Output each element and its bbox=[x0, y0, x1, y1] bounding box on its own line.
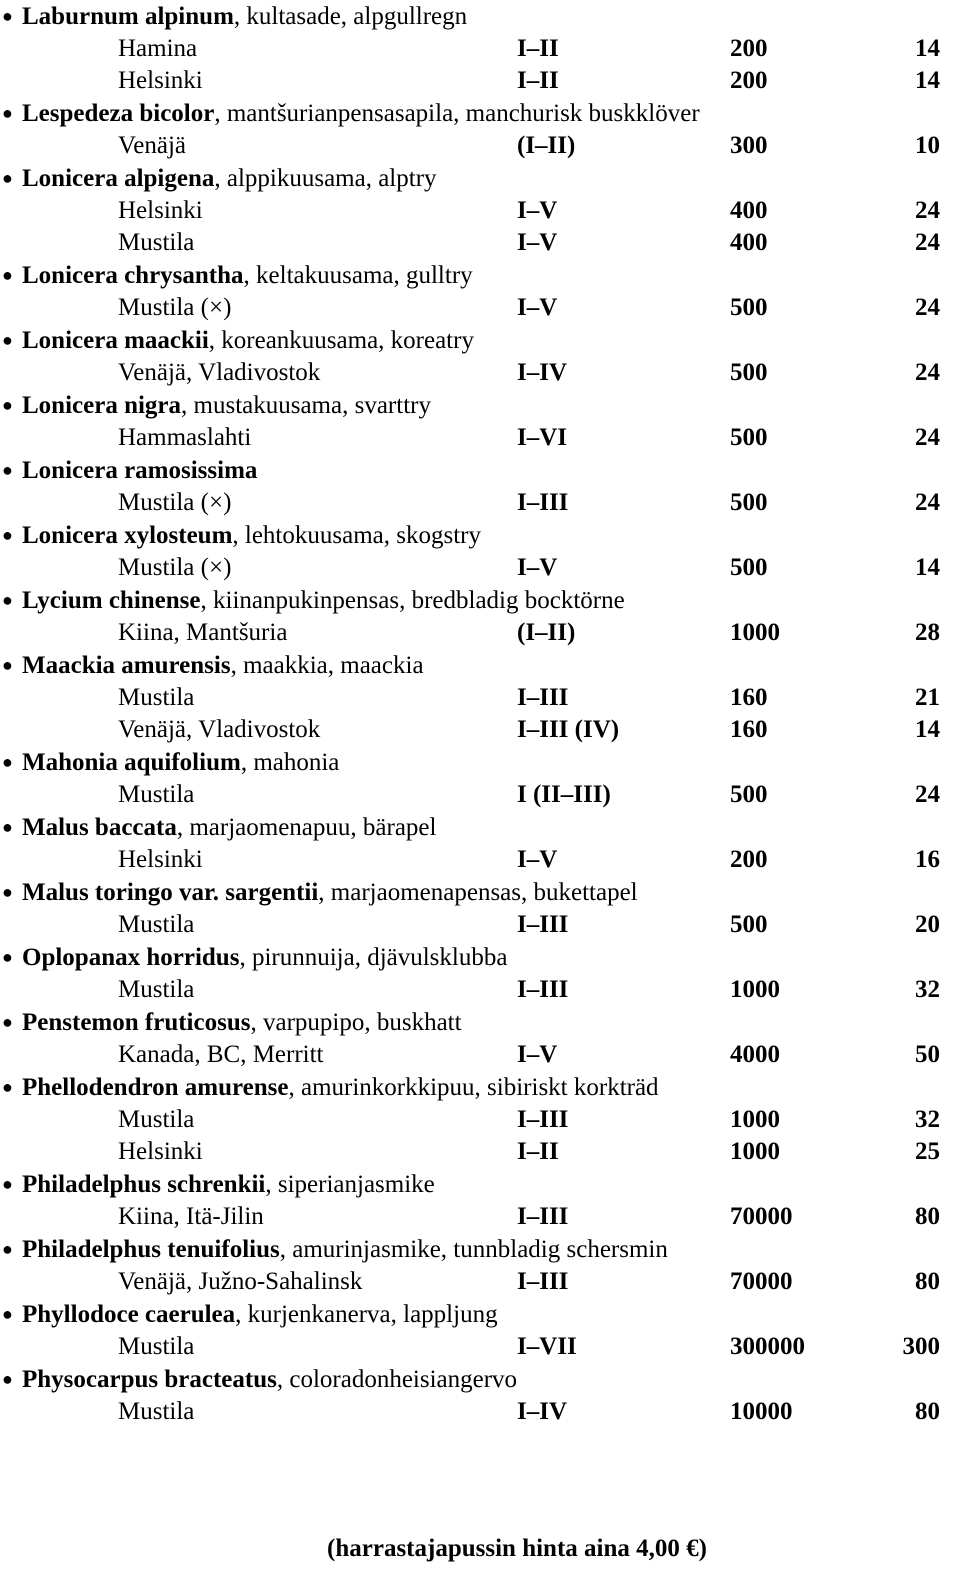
zone-cell: I–II bbox=[517, 1138, 559, 1165]
origin-cell: Mustila (×) bbox=[118, 294, 232, 321]
species-heading bbox=[22, 0, 467, 33]
seed-count-cell: 500 bbox=[730, 489, 768, 516]
price-cell: 16 bbox=[915, 846, 940, 873]
species-heading bbox=[22, 162, 437, 195]
price-cell: 32 bbox=[915, 1106, 940, 1133]
seed-count-cell: 1000 bbox=[730, 1138, 780, 1165]
species-latin-name: Mahonia aquifolium bbox=[22, 749, 241, 776]
provenance-row bbox=[0, 779, 960, 811]
provenance-row bbox=[0, 909, 960, 941]
zone-cell: I–VII bbox=[517, 1333, 577, 1360]
price-cell: 80 bbox=[915, 1398, 940, 1425]
species-entry bbox=[0, 811, 960, 844]
origin-cell: Helsinki bbox=[118, 67, 203, 94]
zone-cell: I–II bbox=[517, 35, 559, 62]
species-common-names: , kiinanpukinpensas, bredbladig bocktörne bbox=[200, 587, 625, 614]
origin-cell: Mustila bbox=[118, 911, 195, 938]
seed-count-cell: 500 bbox=[730, 359, 768, 386]
provenance-row bbox=[0, 974, 960, 1006]
species-entry bbox=[0, 259, 960, 292]
provenance-row bbox=[0, 33, 960, 65]
bullet-icon: ● bbox=[2, 6, 13, 26]
species-common-names: , mahonia bbox=[240, 749, 340, 776]
provenance-row bbox=[0, 714, 960, 746]
species-common-names: , mantšurianpensasapila, manchurisk buskklöver bbox=[214, 100, 700, 127]
species-common-names: , marjaomenapuu, bärapel bbox=[176, 814, 437, 841]
species-common-names: , varpupipo, buskhatt bbox=[250, 1009, 462, 1036]
species-latin-name: Malus baccata bbox=[22, 814, 177, 841]
species-latin-name: Penstemon fruticosus bbox=[22, 1009, 251, 1036]
species-common-names: , maakkia, maackia bbox=[230, 652, 424, 679]
price-cell: 14 bbox=[915, 554, 940, 581]
seed-count-cell: 300 bbox=[730, 132, 768, 159]
species-heading bbox=[22, 746, 339, 779]
species-heading bbox=[22, 584, 625, 617]
species-latin-name: Philadelphus schrenkii bbox=[22, 1171, 266, 1198]
footer-note: (harrastajapussin hinta aina 4,00 €) bbox=[327, 1535, 707, 1562]
species-heading bbox=[22, 941, 507, 974]
bullet-icon: ● bbox=[2, 817, 13, 837]
zone-cell: I–III bbox=[517, 1106, 569, 1133]
origin-cell: Mustila bbox=[118, 684, 195, 711]
bullet-icon: ● bbox=[2, 752, 13, 772]
price-cell: 24 bbox=[915, 197, 940, 224]
zone-cell: I–V bbox=[517, 1041, 558, 1068]
zone-cell: I–III bbox=[517, 1268, 569, 1295]
species-entry bbox=[0, 389, 960, 422]
bullet-icon: ● bbox=[2, 1369, 13, 1389]
bullet-icon: ● bbox=[2, 1077, 13, 1097]
species-common-names: , amurinjasmike, tunnbladig schersmin bbox=[279, 1236, 668, 1263]
seed-count-cell: 10000 bbox=[730, 1398, 793, 1425]
species-heading bbox=[22, 324, 474, 357]
species-latin-name: Laburnum alpinum bbox=[22, 3, 234, 30]
origin-cell: Mustila bbox=[118, 781, 195, 808]
species-heading bbox=[22, 1298, 498, 1331]
bullet-icon: ● bbox=[2, 265, 13, 285]
bullet-icon: ● bbox=[2, 1174, 13, 1194]
species-common-names: , alppikuusama, alptry bbox=[214, 165, 437, 192]
provenance-row bbox=[0, 1136, 960, 1168]
provenance-row bbox=[0, 1331, 960, 1363]
zone-cell: I–V bbox=[517, 197, 558, 224]
seed-count-cell: 500 bbox=[730, 554, 768, 581]
species-latin-name: Physocarpus bracteatus bbox=[22, 1366, 277, 1393]
species-entry bbox=[0, 97, 960, 130]
species-heading bbox=[22, 811, 436, 844]
zone-cell: I–IV bbox=[517, 359, 568, 386]
species-heading bbox=[22, 519, 481, 552]
species-entry bbox=[0, 941, 960, 974]
provenance-row bbox=[0, 844, 960, 876]
seed-count-cell: 160 bbox=[730, 716, 768, 743]
species-entry bbox=[0, 1363, 960, 1396]
zone-cell: I–III bbox=[517, 489, 569, 516]
species-common-names: , amurinkorkkipuu, sibiriskt korkträd bbox=[288, 1074, 659, 1101]
price-cell: 14 bbox=[915, 67, 940, 94]
bullet-icon: ● bbox=[2, 168, 13, 188]
price-cell: 28 bbox=[915, 619, 940, 646]
seed-count-cell: 300000 bbox=[730, 1333, 805, 1360]
price-cell: 24 bbox=[915, 229, 940, 256]
price-cell: 24 bbox=[915, 424, 940, 451]
zone-cell: I–V bbox=[517, 846, 558, 873]
provenance-row bbox=[0, 292, 960, 324]
zone-cell: I–V bbox=[517, 229, 558, 256]
provenance-row bbox=[0, 1266, 960, 1298]
species-latin-name: Lonicera xylosteum bbox=[22, 522, 233, 549]
species-latin-name: Lycium chinense bbox=[22, 587, 201, 614]
species-common-names: , pirunnuija, djävulsklubba bbox=[239, 944, 508, 971]
provenance-row bbox=[0, 65, 960, 97]
price-cell: 32 bbox=[915, 976, 940, 1003]
provenance-row bbox=[0, 487, 960, 519]
provenance-row bbox=[0, 682, 960, 714]
species-latin-name: Lonicera nigra bbox=[22, 392, 182, 419]
seed-count-cell: 200 bbox=[730, 846, 768, 873]
bullet-icon: ● bbox=[2, 947, 13, 967]
bullet-icon: ● bbox=[2, 1012, 13, 1032]
origin-cell: Mustila bbox=[118, 1398, 195, 1425]
species-latin-name: Lonicera maackii bbox=[22, 327, 209, 354]
price-cell: 24 bbox=[915, 294, 940, 321]
origin-cell: Mustila (×) bbox=[118, 489, 232, 516]
species-latin-name: Phyllodoce caerulea bbox=[22, 1301, 236, 1328]
species-heading bbox=[22, 389, 431, 422]
provenance-row bbox=[0, 1201, 960, 1233]
seed-count-cell: 200 bbox=[730, 67, 768, 94]
origin-cell: Helsinki bbox=[118, 846, 203, 873]
provenance-row bbox=[0, 422, 960, 454]
seed-count-cell: 400 bbox=[730, 197, 768, 224]
species-common-names: , keltakuusama, gulltry bbox=[243, 262, 473, 289]
provenance-row bbox=[0, 1396, 960, 1428]
seed-count-cell: 70000 bbox=[730, 1203, 793, 1230]
species-entry bbox=[0, 162, 960, 195]
seed-count-cell: 400 bbox=[730, 229, 768, 256]
bullet-icon: ● bbox=[2, 590, 13, 610]
bullet-icon: ● bbox=[2, 1239, 13, 1259]
seed-count-cell: 70000 bbox=[730, 1268, 793, 1295]
species-entry bbox=[0, 746, 960, 779]
price-cell: 10 bbox=[915, 132, 940, 159]
price-cell: 21 bbox=[915, 684, 940, 711]
species-latin-name: Lespedeza bicolor bbox=[22, 100, 215, 127]
species-heading bbox=[22, 97, 700, 130]
species-entry bbox=[0, 1298, 960, 1331]
seed-count-cell: 500 bbox=[730, 294, 768, 321]
bullet-icon: ● bbox=[2, 330, 13, 350]
provenance-row bbox=[0, 130, 960, 162]
zone-cell: I–III bbox=[517, 1203, 569, 1230]
price-cell: 80 bbox=[915, 1268, 940, 1295]
price-cell: 50 bbox=[915, 1041, 940, 1068]
species-heading bbox=[22, 1168, 435, 1201]
origin-cell: Kanada, BC, Merritt bbox=[118, 1041, 324, 1068]
zone-cell: I–III bbox=[517, 684, 569, 711]
origin-cell: Venäjä bbox=[118, 132, 187, 159]
price-cell: 300 bbox=[902, 1333, 940, 1360]
origin-cell: Mustila bbox=[118, 1106, 195, 1133]
bullet-icon: ● bbox=[2, 655, 13, 675]
zone-cell: I–VI bbox=[517, 424, 568, 451]
origin-cell: Venäjä, Južno-Sahalinsk bbox=[118, 1268, 363, 1295]
origin-cell: Venäjä, Vladivostok bbox=[118, 716, 321, 743]
seed-count-cell: 1000 bbox=[730, 976, 780, 1003]
species-common-names: , kultasade, alpgullregn bbox=[233, 3, 468, 30]
species-entry bbox=[0, 876, 960, 909]
zone-cell: I–III bbox=[517, 911, 569, 938]
origin-cell: Mustila bbox=[118, 976, 195, 1003]
price-cell: 14 bbox=[915, 716, 940, 743]
seed-count-cell: 1000 bbox=[730, 619, 780, 646]
provenance-row bbox=[0, 195, 960, 227]
provenance-row bbox=[0, 617, 960, 649]
bullet-icon: ● bbox=[2, 882, 13, 902]
origin-cell: Helsinki bbox=[118, 1138, 203, 1165]
species-heading bbox=[22, 454, 257, 487]
species-heading bbox=[22, 259, 473, 292]
species-entry bbox=[0, 1071, 960, 1104]
species-entry bbox=[0, 1233, 960, 1266]
species-entry bbox=[0, 584, 960, 617]
species-latin-name: Lonicera ramosissima bbox=[22, 457, 258, 484]
species-common-names: , mustakuusama, svarttry bbox=[181, 392, 431, 419]
price-cell: 20 bbox=[915, 911, 940, 938]
species-common-names: , coloradonheisiangervo bbox=[276, 1366, 518, 1393]
species-entry bbox=[0, 324, 960, 357]
species-heading bbox=[22, 1363, 517, 1396]
price-cell: 24 bbox=[915, 489, 940, 516]
species-latin-name: Malus toringo var. sargentii bbox=[22, 879, 319, 906]
species-latin-name: Oplopanax horridus bbox=[22, 944, 240, 971]
seed-count-cell: 1000 bbox=[730, 1106, 780, 1133]
bullet-icon: ● bbox=[2, 395, 13, 415]
species-entry bbox=[0, 1006, 960, 1039]
seed-count-cell: 200 bbox=[730, 35, 768, 62]
zone-cell: I–II bbox=[517, 67, 559, 94]
species-common-names: , marjaomenapensas, bukettapel bbox=[318, 879, 638, 906]
price-cell: 24 bbox=[915, 781, 940, 808]
species-entry bbox=[0, 454, 960, 487]
zone-cell: (I–II) bbox=[517, 619, 576, 646]
species-heading bbox=[22, 876, 638, 909]
origin-cell: Hammaslahti bbox=[118, 424, 252, 451]
species-common-names: , siperianjasmike bbox=[265, 1171, 435, 1198]
bullet-icon: ● bbox=[2, 525, 13, 545]
species-entry bbox=[0, 519, 960, 552]
origin-cell: Hamina bbox=[118, 35, 198, 62]
species-latin-name: Philadelphus tenuifolius bbox=[22, 1236, 280, 1263]
origin-cell: Kiina, Itä-Jilin bbox=[118, 1203, 264, 1230]
species-latin-name: Phellodendron amurense bbox=[22, 1074, 289, 1101]
seed-count-cell: 500 bbox=[730, 424, 768, 451]
seed-count-cell: 160 bbox=[730, 684, 768, 711]
origin-cell: Venäjä, Vladivostok bbox=[118, 359, 321, 386]
price-cell: 14 bbox=[915, 35, 940, 62]
provenance-row bbox=[0, 227, 960, 259]
species-common-names: , lehtokuusama, skogstry bbox=[232, 522, 481, 549]
zone-cell: I–III bbox=[517, 976, 569, 1003]
species-common-names: , koreankuusama, koreatry bbox=[208, 327, 474, 354]
zone-cell: (I–II) bbox=[517, 132, 576, 159]
species-latin-name: Maackia amurensis bbox=[22, 652, 231, 679]
species-latin-name: Lonicera alpigena bbox=[22, 165, 215, 192]
zone-cell: I–III (IV) bbox=[517, 716, 620, 743]
origin-cell: Helsinki bbox=[118, 197, 203, 224]
price-cell: 24 bbox=[915, 359, 940, 386]
bullet-icon: ● bbox=[2, 103, 13, 123]
seed-count-cell: 500 bbox=[730, 781, 768, 808]
species-heading bbox=[22, 1071, 659, 1104]
seed-count-cell: 500 bbox=[730, 911, 768, 938]
bullet-icon: ● bbox=[2, 460, 13, 480]
species-entry bbox=[0, 0, 960, 33]
bullet-icon: ● bbox=[2, 1304, 13, 1324]
price-cell: 25 bbox=[915, 1138, 940, 1165]
origin-cell: Mustila (×) bbox=[118, 554, 232, 581]
species-common-names: , kurjenkanerva, lappljung bbox=[235, 1301, 498, 1328]
species-heading bbox=[22, 1006, 462, 1039]
origin-cell: Mustila bbox=[118, 229, 195, 256]
zone-cell: I–IV bbox=[517, 1398, 568, 1425]
price-cell: 80 bbox=[915, 1203, 940, 1230]
zone-cell: I–V bbox=[517, 554, 558, 581]
zone-cell: I (II–III) bbox=[517, 781, 611, 808]
origin-cell: Mustila bbox=[118, 1333, 195, 1360]
provenance-row bbox=[0, 552, 960, 584]
seed-count-cell: 4000 bbox=[730, 1041, 780, 1068]
origin-cell: Kiina, Mantšuria bbox=[118, 619, 288, 646]
provenance-row bbox=[0, 357, 960, 389]
species-heading bbox=[22, 1233, 668, 1266]
species-latin-name: Lonicera chrysantha bbox=[22, 262, 244, 289]
species-heading bbox=[22, 649, 424, 682]
provenance-row bbox=[0, 1039, 960, 1071]
species-entry bbox=[0, 649, 960, 682]
zone-cell: I–V bbox=[517, 294, 558, 321]
provenance-row bbox=[0, 1104, 960, 1136]
species-entry bbox=[0, 1168, 960, 1201]
